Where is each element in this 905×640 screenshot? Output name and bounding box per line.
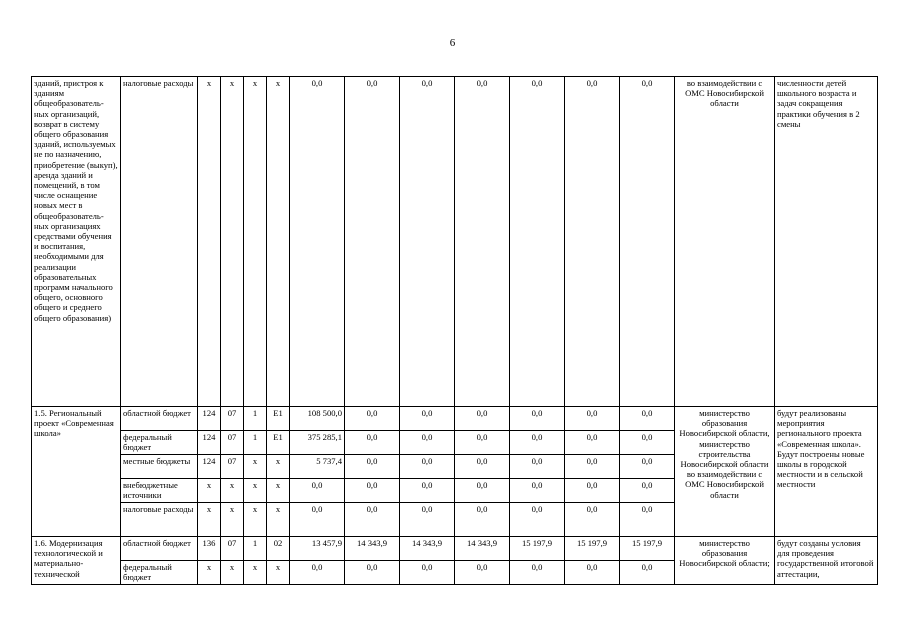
code-cell: 07 — [221, 407, 244, 431]
code-cell: x — [267, 479, 290, 503]
code-cell: x — [198, 561, 221, 585]
amount-cell: 0,0 — [510, 455, 565, 479]
amount-cell: 15 197,9 — [620, 537, 675, 561]
amount-cell: 15 197,9 — [510, 537, 565, 561]
code-cell: x — [244, 455, 267, 479]
amount-cell: 0,0 — [290, 77, 345, 407]
amount-cell: 0,0 — [455, 503, 510, 537]
amount-cell: 0,0 — [620, 77, 675, 407]
amount-cell: 0,0 — [510, 431, 565, 455]
amount-cell: 0,0 — [565, 561, 620, 585]
funding-source-cell: областной бюджет — [121, 537, 198, 561]
result-cell: будут реализованы мероприятия регионального проекта «Современная школа». Будут построены новые школы в городской местности и в сельской местности — [775, 407, 878, 537]
amount-cell: 375 285,1 — [290, 431, 345, 455]
executor-cell: во взаимодействии с ОМС Новосибирской области — [675, 77, 775, 407]
amount-cell: 0,0 — [620, 503, 675, 537]
amount-cell: 0,0 — [400, 455, 455, 479]
code-cell: x — [198, 77, 221, 407]
code-cell: x — [244, 77, 267, 407]
amount-cell: 14 343,9 — [400, 537, 455, 561]
amount-cell: 5 737,4 — [290, 455, 345, 479]
code-cell: 07 — [221, 537, 244, 561]
amount-cell: 0,0 — [400, 77, 455, 407]
amount-cell: 0,0 — [620, 561, 675, 585]
amount-cell: 0,0 — [620, 431, 675, 455]
amount-cell: 0,0 — [455, 479, 510, 503]
code-cell: 07 — [221, 431, 244, 455]
amount-cell: 13 457,9 — [290, 537, 345, 561]
amount-cell: 15 197,9 — [565, 537, 620, 561]
amount-cell: 0,0 — [510, 77, 565, 407]
amount-cell: 0,0 — [345, 407, 400, 431]
amount-cell: 14 343,9 — [455, 537, 510, 561]
amount-cell: 0,0 — [455, 431, 510, 455]
amount-cell: 0,0 — [290, 561, 345, 585]
measure-name-cell: 1.6. Модернизация технологической и материально-технической — [32, 537, 121, 585]
code-cell: x — [221, 561, 244, 585]
funding-source-cell: внебюджетные источники — [121, 479, 198, 503]
table-row — [32, 77, 878, 407]
code-cell: x — [221, 77, 244, 407]
funding-source-cell: областной бюджет — [121, 407, 198, 431]
amount-cell: 0,0 — [345, 479, 400, 503]
code-cell: 1 — [244, 537, 267, 561]
amount-cell: 0,0 — [565, 431, 620, 455]
amount-cell: 0,0 — [345, 503, 400, 537]
table-row — [32, 537, 878, 561]
amount-cell: 0,0 — [510, 561, 565, 585]
code-cell: 136 — [198, 537, 221, 561]
amount-cell: 0,0 — [455, 407, 510, 431]
amount-cell: 0,0 — [345, 77, 400, 407]
code-cell: x — [198, 503, 221, 537]
program-table — [31, 76, 878, 585]
amount-cell: 0,0 — [565, 503, 620, 537]
amount-cell: 0,0 — [290, 503, 345, 537]
amount-cell: 0,0 — [565, 407, 620, 431]
code-cell: 1 — [244, 407, 267, 431]
code-cell: x — [198, 479, 221, 503]
code-cell: 124 — [198, 407, 221, 431]
amount-cell: 0,0 — [455, 561, 510, 585]
amount-cell: 0,0 — [620, 407, 675, 431]
code-cell: 124 — [198, 455, 221, 479]
funding-source-cell: федеральный бюджет — [121, 431, 198, 455]
code-cell: 124 — [198, 431, 221, 455]
measure-name-cell: 1.5. Региональный проект «Современная школа» — [32, 407, 121, 537]
amount-cell: 0,0 — [400, 407, 455, 431]
amount-cell: 0,0 — [400, 431, 455, 455]
amount-cell: 0,0 — [400, 503, 455, 537]
amount-cell: 14 343,9 — [345, 537, 400, 561]
code-cell: x — [221, 479, 244, 503]
amount-cell: 0,0 — [565, 479, 620, 503]
amount-cell: 0,0 — [620, 479, 675, 503]
funding-source-cell: федеральный бюджет — [121, 561, 198, 585]
amount-cell: 0,0 — [400, 561, 455, 585]
amount-cell: 0,0 — [510, 503, 565, 537]
amount-cell: 0,0 — [345, 455, 400, 479]
amount-cell: 0,0 — [455, 455, 510, 479]
funding-source-cell: налоговые расходы — [121, 77, 198, 407]
amount-cell: 0,0 — [290, 479, 345, 503]
result-cell: будут созданы условия для проведения государственной итоговой аттестации, — [775, 537, 878, 585]
amount-cell: 0,0 — [510, 407, 565, 431]
result-cell: численности детей школьного возраста и задач сокращения практики обучения в 2 смены — [775, 77, 878, 407]
code-cell: 1 — [244, 431, 267, 455]
code-cell: x — [267, 561, 290, 585]
funding-source-cell: налоговые расходы — [121, 503, 198, 537]
amount-cell: 0,0 — [345, 561, 400, 585]
measure-name-cell: зданий, пристроя к зданиям общеобразователь-ных организаций, возврат в систему общего образования зданий, используемых не по назначению, приобретение (выкуп), аренда зданий и помещений, в том числе оснащение новых мест в общеобразователь-ных организациях средствами обучения и воспитания, необходимыми для реализации образовательных программ начального общего, основного общего и среднего общего образования) — [32, 77, 121, 407]
amount-cell: 108 500,0 — [290, 407, 345, 431]
funding-source-cell: местные бюджеты — [121, 455, 198, 479]
amount-cell: 0,0 — [455, 77, 510, 407]
code-cell: x — [267, 503, 290, 537]
code-cell: x — [244, 503, 267, 537]
code-cell: x — [267, 77, 290, 407]
page-number: 6 — [449, 37, 456, 49]
code-cell: x — [244, 479, 267, 503]
amount-cell: 0,0 — [620, 455, 675, 479]
amount-cell: 0,0 — [345, 431, 400, 455]
code-cell: x — [267, 455, 290, 479]
code-cell: 07 — [221, 455, 244, 479]
code-cell: 02 — [267, 537, 290, 561]
amount-cell: 0,0 — [510, 479, 565, 503]
code-cell: x — [244, 561, 267, 585]
amount-cell: 0,0 — [565, 77, 620, 407]
executor-cell: министерство образования Новосибирской области; — [675, 537, 775, 585]
amount-cell: 0,0 — [565, 455, 620, 479]
amount-cell: 0,0 — [400, 479, 455, 503]
table-row — [32, 407, 878, 431]
code-cell: x — [221, 503, 244, 537]
code-cell: Е1 — [267, 431, 290, 455]
code-cell: Е1 — [267, 407, 290, 431]
executor-cell: министерство образования Новосибирской области, министерство строительства Новосибирской области во взаимодействии с ОМС Новосибирской области — [675, 407, 775, 537]
